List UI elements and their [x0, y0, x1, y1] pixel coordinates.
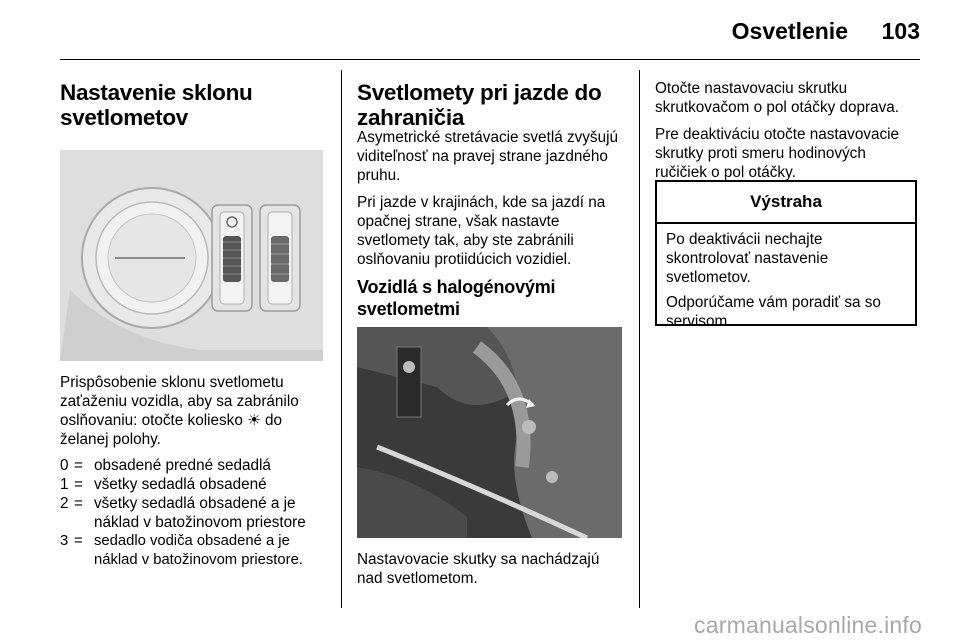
legend-text: sedadlo vodiča obsadené a je náklad v batožinovom priestore.	[94, 533, 303, 568]
light-switch-illustration	[60, 150, 323, 361]
warning-body	[657, 224, 915, 331]
legend-text: všetky sedadlá obsadené	[94, 476, 267, 493]
legend-row	[60, 456, 330, 475]
paragraph: Pre deaktiváciu otočte nastavovacie skrutky proti smeru hodinových ručičiek o pol otáčky.	[655, 126, 900, 181]
legend-row	[60, 494, 330, 532]
legend-key: 3	[60, 533, 69, 549]
warning-box	[655, 180, 917, 330]
legend-separator: =	[74, 457, 83, 474]
paragraph: Asymetrické stretávacie svetlá zvyšujú viditeľnosť na pravej strane jazdného pruhu.	[357, 129, 618, 184]
legend-key: 0	[60, 457, 69, 474]
running-header-title: Osvetlenie	[731, 18, 848, 44]
text-column-3	[655, 79, 920, 190]
load-position-legend	[60, 456, 330, 570]
legend-separator: =	[74, 495, 83, 512]
range-adjustment-caption: Prispôsobenie sklonu svetlometu zaťaženiu vozidla, aby sa zabránilo oslňovaniu: otočte koliesko ☀ do želanej polohy.	[60, 374, 299, 448]
engine-bay-illustration	[357, 327, 622, 538]
legend-separator: =	[74, 476, 83, 493]
column-divider-1	[341, 70, 342, 608]
warning-paragraph: Odporúčame vám poradiť sa so servisom.	[666, 294, 881, 330]
paragraph: Otočte nastavovaciu skrutku skrutkovačom o pol otáčky doprava.	[655, 80, 900, 116]
column-divider-2	[639, 70, 640, 608]
warning-title: Výstraha	[657, 182, 915, 224]
header-rule	[60, 59, 920, 60]
headlight-range-dial-photo	[60, 150, 323, 361]
warning-paragraph: Po deaktivácii nechajte skontrolovať nastavenie svetlometov.	[666, 231, 829, 286]
section-heading-driving-abroad: Svetlomety pri jazde do zahraničia	[357, 80, 602, 130]
section-heading-range-adjustment: Nastavenie sklonu svetlometov	[60, 80, 253, 130]
legend-text: všetky sedadlá obsadené a je náklad v batožinovom priestore	[94, 495, 306, 531]
legend-row	[60, 532, 330, 570]
text-column-2	[357, 128, 627, 277]
legend-separator: =	[74, 533, 83, 549]
legend-key: 1	[60, 476, 69, 493]
legend-text: obsadené predné sedadlá	[94, 457, 271, 474]
headlight-adjusting-screw-photo	[357, 327, 622, 538]
adjusting-screw-caption: Nastavovacie skutky sa nachádzajú nad svetlometom.	[357, 551, 600, 587]
legend-key: 2	[60, 495, 69, 512]
subheading-halogen: Vozidlá s halogénovými svetlometmi	[357, 277, 556, 319]
page-number: 103	[881, 18, 920, 44]
legend-row	[60, 475, 330, 494]
paragraph: Pri jazde v krajinách, kde sa jazdí na opačnej strane, však nastavte svetlomety tak, aby ste zabránili oslňovaniu protiidúcich vozidiel.	[357, 194, 606, 268]
watermark: carmanualsonline.info	[694, 612, 922, 638]
